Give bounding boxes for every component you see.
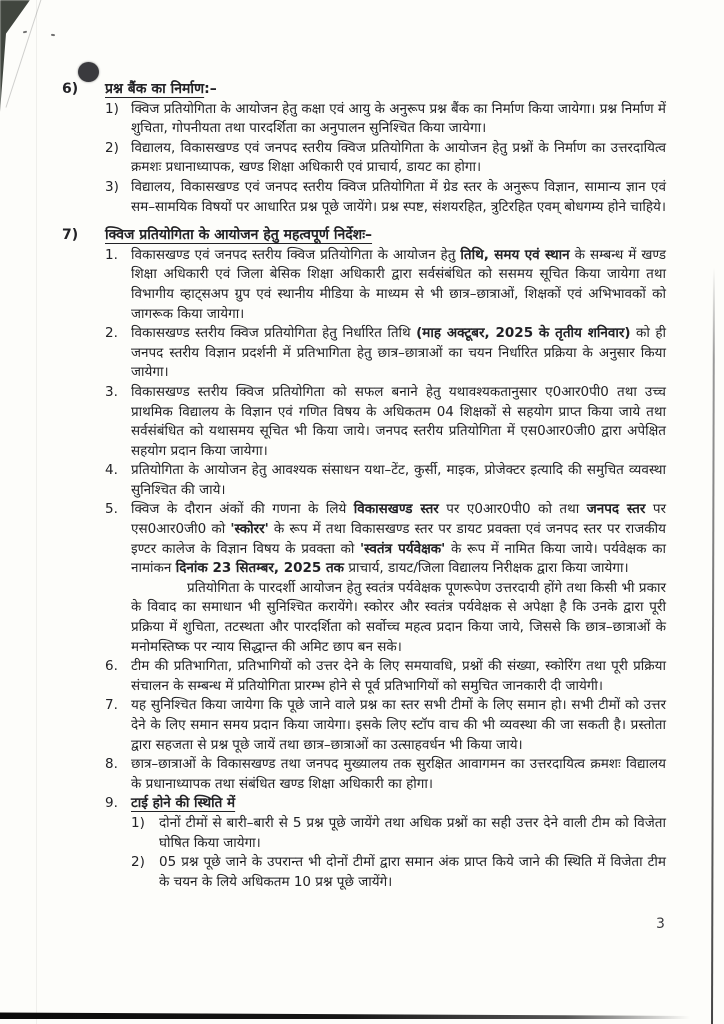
item-marker: 2) [105, 139, 119, 156]
list-item [105, 383, 666, 461]
sub-item-list [131, 814, 666, 892]
text-run: क्विज के दौरान अंकों की गणना के लिये [131, 501, 354, 518]
text-run: प्राचार्य, डायट/जिला विद्यालय निरीक्षक द्वारा किया जायेगा। [344, 560, 629, 577]
item-text [131, 461, 666, 500]
item-text [131, 139, 666, 178]
page-edge-line-right [711, 268, 715, 1024]
emphasized-text: विकासखण्ड स्तर [353, 501, 439, 518]
section-title-suffix: :– [204, 81, 217, 97]
text-run: 05 प्रश्न पूछे जाने के उपरान्त भी दोनों टीमों द्वारा समान अंक प्राप्त किये जाने की स्थिति में विजेता टीम के चयन के लिये अधिकतम 10 प्रश्न पूछे जायेंगे। [159, 854, 666, 890]
staple-mark [51, 34, 55, 37]
text-run: टीम की प्रतिभागिता, प्रतिभागियों को उत्तर देने के लिए समयावधि, प्रश्नों की संख्या, स्कोरिंग तथा पूरी प्रक्रिया संचालन के सम्बन्ध में प्रतियोगिता प्रारम्भ होने से पूर्व प्रतिभागियों को समुचित जानकारी दी जायेगी। [131, 658, 666, 694]
item-text [131, 657, 666, 696]
item-marker: 4. [105, 462, 118, 479]
list-item [105, 139, 666, 178]
item-marker: 3. [105, 383, 118, 400]
sub-item-marker: 1) [131, 814, 145, 831]
text-run: विकासखण्ड स्तरीय क्विज प्रतियोगिता को सफल बनाने हेतु यथावश्यकतानुसार ए0आर0पी0 तथा उच्च प्राथमिक विद्यालय के विज्ञान एवं गणित विषय के अधिकतम 04 शिक्षकों से सहयोग प्राप्त किया जाये तथा सर्वसंबंधित को यथासमय सूचित भी किया जाये। जनपद स्तरीय प्रतियोगिता में एस0आर0जी0 द्वारा अपेक्षित सहयोग प्रदान किया जायेगा। [131, 383, 666, 459]
emphasized-text: जनपद स्तर [586, 501, 646, 518]
section-title: प्रश्न बैंक का निर्माण [105, 81, 205, 97]
item-marker: 8. [105, 756, 118, 773]
text-run: प्रतियोगिता के पारदर्शी आयोजन हेतु स्वतंत्र पर्यवेक्षक पूणरूपेण उत्तरदायी होंगे तथा किसी भी प्रकार के विवाद का समाधान भी सुनिश्चित करायेंगे। स्कोरर और स्वतंत्र पर्यवेक्षक से अपेक्षा है कि उनके द्वारा पूरी प्रक्रिया में शुचिता, तटस्थता और पारदर्शिता को सर्वोच्च महत्व प्रदान किया जाये, जिससे कि छात्र–छात्राओं के मनोमस्तिष्क पर न्याय सिद्धान्त की अमिट छाप बन सके। [131, 579, 666, 655]
page-edge-line-bottom [0, 1011, 690, 1019]
text-run: दोनों टीमों से बारी–बारी से 5 प्रश्न पूछे जायेंगे तथा अधिक प्रश्नों का सही उत्तर देने वाली टीम को विजेता घोषित किया जायेगा। [159, 814, 666, 851]
item-text [131, 794, 666, 892]
section-items [105, 100, 666, 218]
emphasized-text: दिनांक 23 सितम्बर, 2025 तक [175, 560, 345, 577]
list-item [105, 755, 666, 794]
sub-item [131, 853, 666, 892]
item-marker: 5. [105, 501, 118, 518]
item-text [131, 696, 666, 755]
text-run: विद्यालय, विकासखण्ड एवं जनपद स्तरीय क्विज प्रतियोगिता में ग्रेड स्तर के अनुरूप विज्ञान, सामान्य ज्ञान एवं सम–सामयिक विषयों पर आधारित प्रश्न पूछे जायेंगे। प्रश्न स्पष्ट, संशयरहित, त्रुटिरहित एवम् बोधगम्य होने चाहिये। [131, 178, 666, 215]
section-title: क्विज प्रतियोगिता के आयोजन हेतु महत्वपूर्ण निर्देशः– [105, 227, 373, 244]
item-marker: 9. [105, 795, 118, 812]
section-number: 7) [62, 227, 79, 244]
item-marker: 6. [105, 658, 118, 675]
list-item [105, 794, 666, 892]
item-marker: 1. [105, 246, 118, 263]
text-run: प्रतियोगिता के आयोजन हेतु आवश्यक संसाधन यथा–टेंट, कुर्सी, माइक, प्रोजेक्टर इत्यादि की समुचित व्यवस्था सुनिश्चित की जाये। [131, 462, 666, 498]
text-run: यह सुनिश्चित किया जायेगा कि पूछे जाने वाले प्रश्न का स्तर सभी टीमों के लिए समान हो। सभी टीमों को उत्तर देने के लिए समान समय प्रदान किया जायेगा। इसके लिए स्टॉप वाच की भी व्यवस्था की जा सकती है। प्रस्तोता द्वारा सहजता से प्रश्न पूछे जायें तथा छात्र–छात्राओं का उत्साहवर्धन भी किया जाये। [131, 697, 666, 753]
crease-line-vertical [36, 0, 37, 1024]
section-7 [62, 226, 666, 892]
list-item [105, 178, 666, 217]
item-text [131, 100, 666, 139]
text-run: विकासखण्ड स्तरीय क्विज प्रतियोगिता हेतु निर्धारित तिथि [131, 325, 417, 342]
list-item [105, 696, 666, 755]
item-marker: 3) [105, 178, 119, 195]
text-run: विकासखण्ड एवं जनपद स्तरीय क्विज प्रतियोगिता के आयोजन हेतु [131, 246, 461, 263]
sub-item-text [159, 814, 666, 853]
corner-shadow-artifact [0, 0, 30, 112]
section-items [105, 246, 666, 893]
item-marker: 1) [105, 100, 119, 117]
text-run: के सम्बन्ध में खण्ड शिक्षा अधिकारी एवं जिला बेसिक शिक्षा अधिकारी द्वारा सर्वसंबंधित को ससमय सूचित किया जायेगा तथा विभागीय व्हाट्सअप ग्रुप एवं स्थानीय मीडिया के माध्यम से भी छात्र–छात्राओं, शिक्षकों एवं अभिभावकों को जागरूक किया जायेगा। [131, 246, 666, 322]
document-body [62, 80, 666, 892]
item-text [131, 324, 666, 383]
item-text [131, 383, 666, 461]
section-number: 6) [62, 81, 79, 97]
list-item [105, 100, 666, 139]
emphasized-text: तिथि, समय एवं स्थान [460, 246, 570, 263]
list-item [105, 324, 666, 383]
text-run: के रूप में नामित किया जाये। पर्यवेक्षक का नामांकन [131, 540, 666, 577]
item-marker: 2. [105, 325, 118, 342]
section-heading [62, 80, 666, 100]
section-6 [62, 80, 666, 217]
emphasized-text: 'स्वतंत्र पर्यवेक्षक' [360, 540, 446, 557]
text-run: को ही जनपद स्तरीय विज्ञान प्रदर्शनी में प्रतिभागिता हेतु छात्र–छात्राओं का चयन निर्धारित प्रक्रिया के अनुसार किया जायेगा। [131, 325, 666, 381]
sub-item-marker: 2) [131, 854, 145, 871]
item-heading: टाई होने की स्थिति में [131, 795, 236, 812]
item-text [131, 500, 666, 578]
section-heading [62, 226, 666, 246]
page-number: 3 [656, 916, 665, 932]
item-text [131, 178, 666, 217]
emphasized-text: (माह अक्टूबर, 2025 के तृतीय शनिवार) [416, 325, 631, 342]
text-run: के रूप में तथा विकासखण्ड स्तर पर डायट प्रवक्ता एवं जनपद स्तर पर राजकीय इण्टर कालेज के विज्ञान विषय के प्रवक्ता को [131, 521, 667, 557]
sub-item [131, 814, 666, 853]
hole-punch-mark [78, 62, 99, 82]
continuation-paragraph [131, 579, 666, 657]
emphasized-text: 'स्कोरर' [230, 521, 269, 538]
text-run: पर एस0आर0जी0 को [131, 501, 667, 538]
text-run: विद्यालय, विकासखण्ड एवं जनपद स्तरीय क्विज प्रतियोगिता के आयोजन हेतु प्रश्नों के निर्माण का उत्तरदायित्व क्रमशः प्रधानाध्यापक, खण्ड शिक्षा अधिकारी एवं प्राचार्य, डायट का होगा। [131, 139, 666, 176]
item-text [131, 755, 666, 794]
list-item [105, 500, 666, 578]
list-item [105, 657, 666, 696]
sub-item-text [159, 853, 666, 892]
list-item [105, 246, 666, 324]
text-run: छात्र–छात्राओं के विकासखण्ड तथा जनपद मुख्यालय तक सुरक्षित आवागमन का उत्तरदायित्व क्रमशः विद्यालय के प्रधानाध्यापक तथा संबंधित खण्ड शिक्षा अधिकारी का होगा। [131, 756, 666, 792]
item-marker: 7. [105, 697, 118, 714]
list-item [105, 461, 666, 500]
item-text [131, 246, 666, 324]
text-run: पर ए0आर0पी0 को तथा [438, 501, 587, 518]
text-run: क्विज प्रतियोगिता के आयोजन हेतु कक्षा एवं आयु के अनुरूप प्रश्न बैंक का निर्माण किया जायेगा। प्रश्न निर्माण में शुचिता, गोपनीयता तथा पारदर्शिता का अनुपालन सुनिश्चित किया जायेगा। [131, 100, 666, 137]
staple-mark [23, 31, 27, 34]
